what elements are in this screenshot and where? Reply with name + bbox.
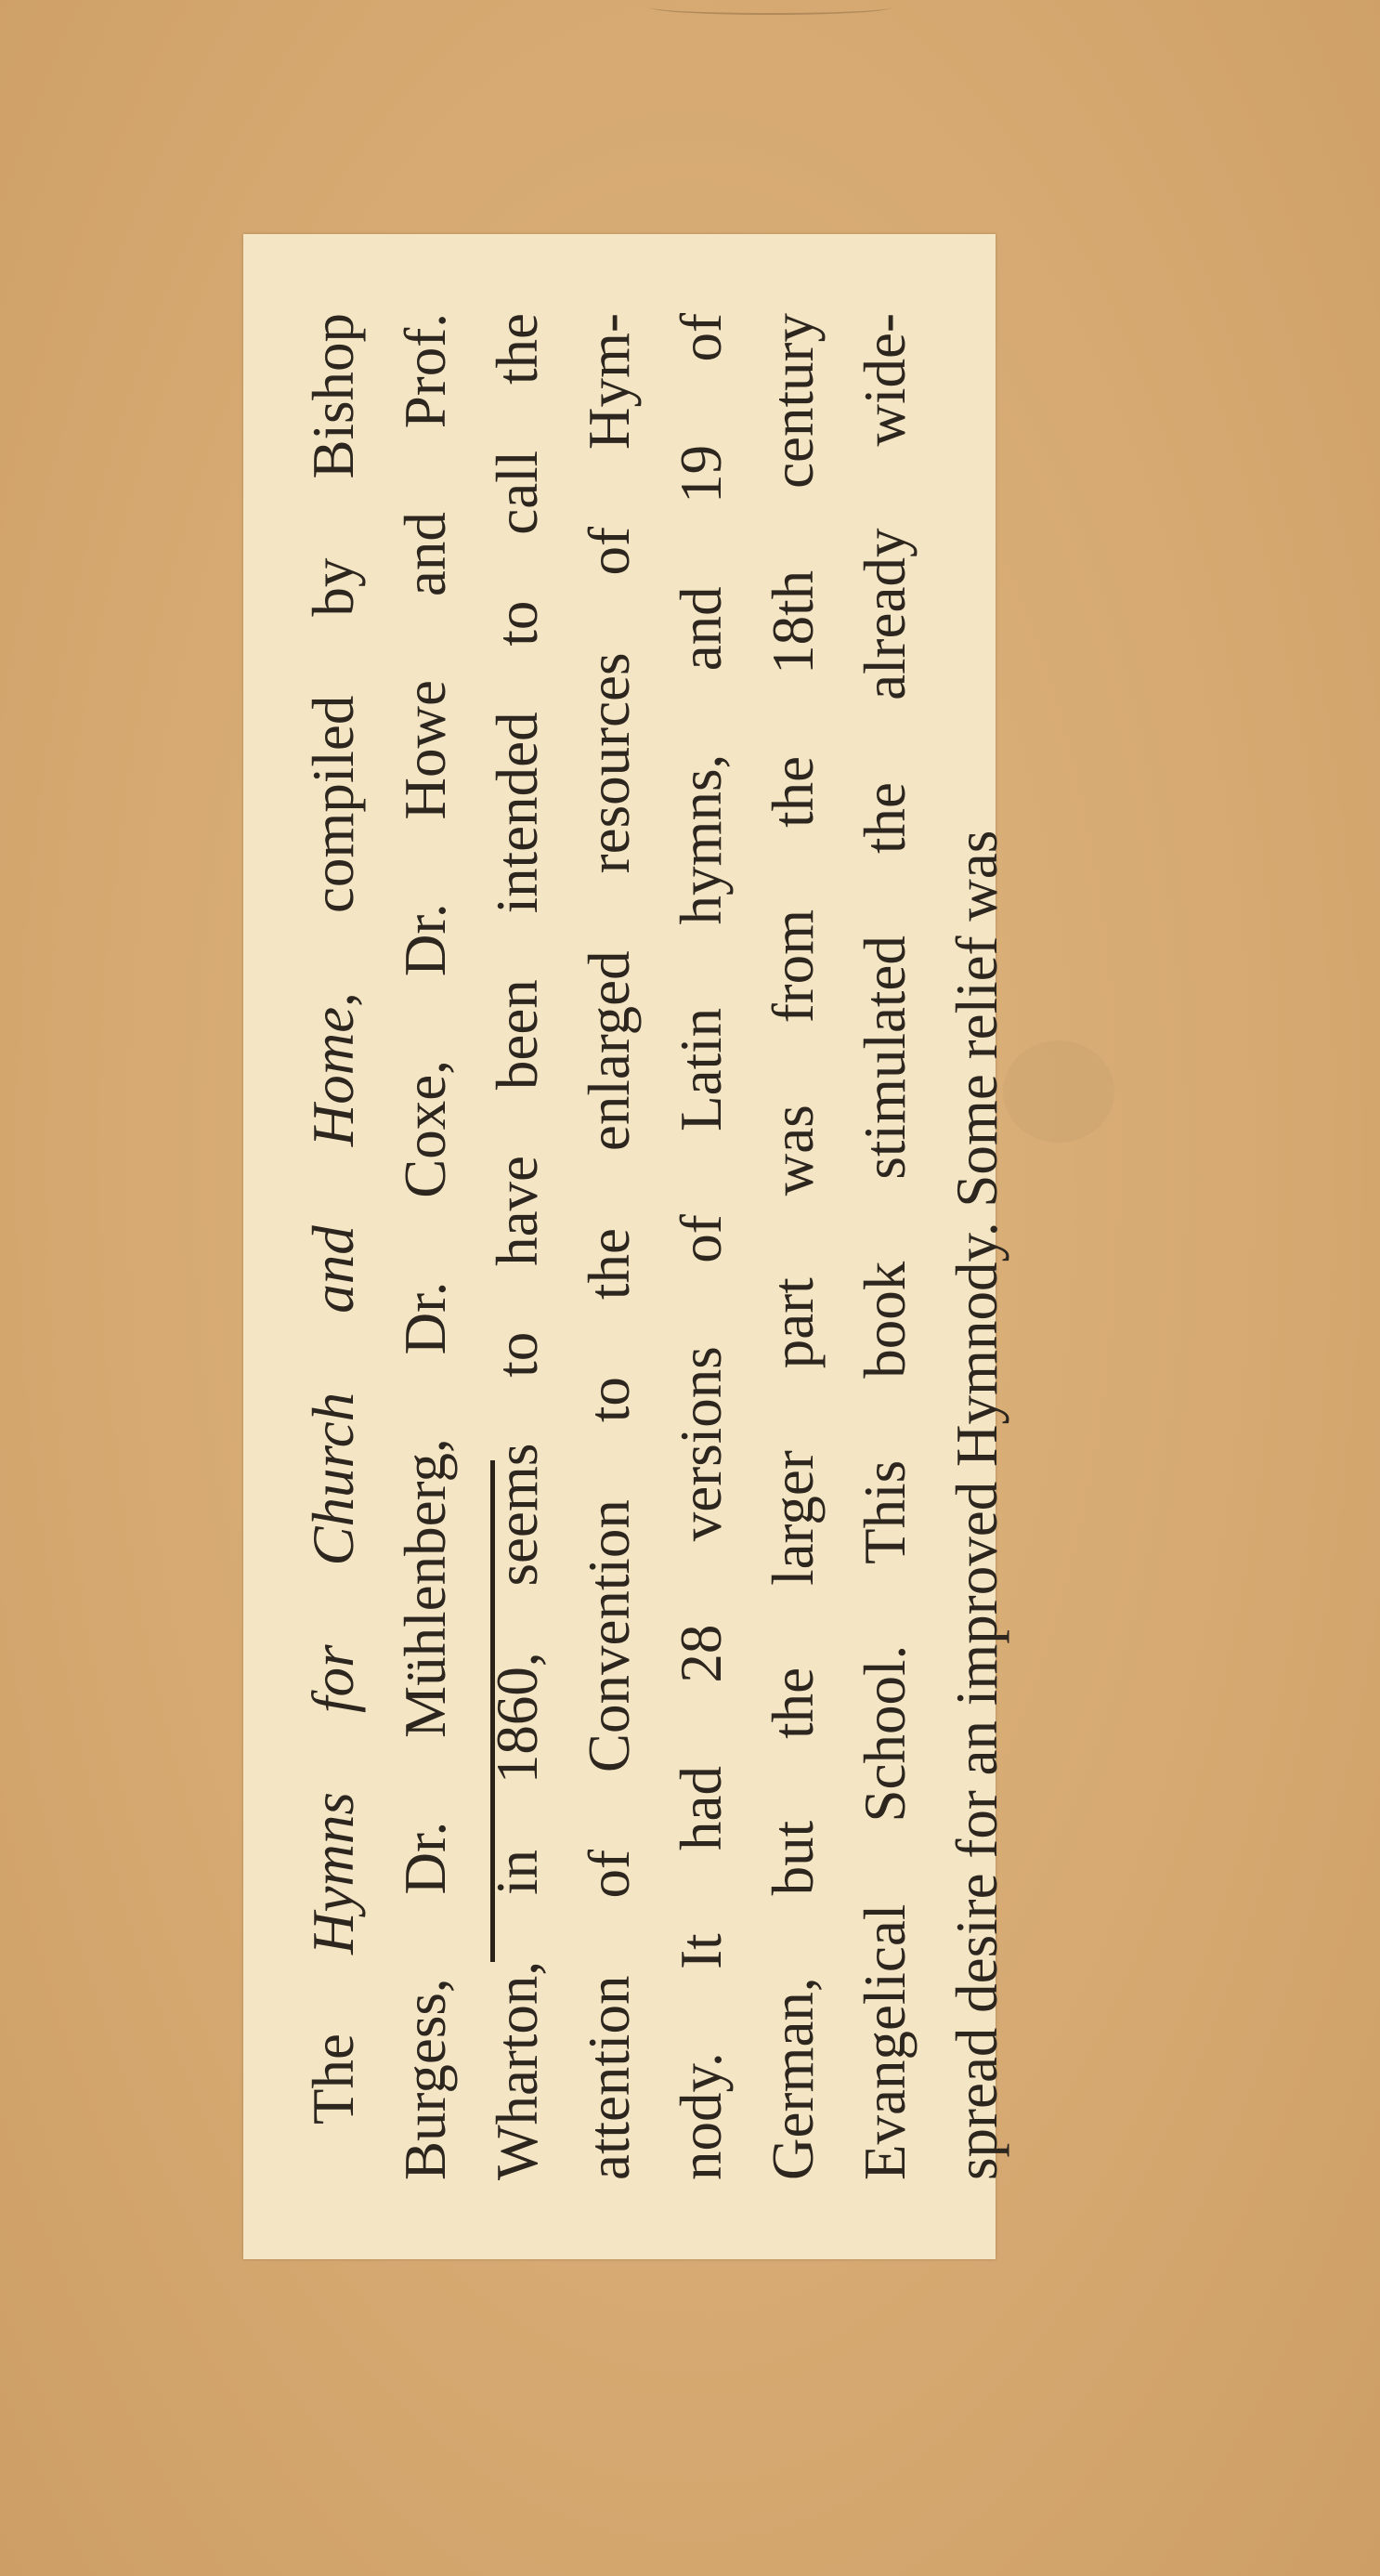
text-line <box>931 313 1023 2180</box>
text-segment: , compiled by Bishop <box>301 313 366 1007</box>
text-line <box>840 313 931 2180</box>
text-segment: The <box>301 1955 366 2125</box>
book-title: Hymns for Church and Home <box>301 1006 366 1955</box>
text-segment: spread desire for an improved Hymnody. Some relief was <box>944 830 1009 2180</box>
text-segment: nody. It had 28 versions of Latin hymns, and 19 of <box>669 313 734 2180</box>
text-line <box>748 313 840 2180</box>
text-segment: German, but the larger part was from the 18th century <box>761 313 826 2180</box>
paper-clipping <box>243 234 1009 2259</box>
text-line <box>472 313 564 2180</box>
text-segment: attention of Convention to the enlarged resources of Hym- <box>577 313 642 2180</box>
paragraph <box>288 313 1009 2180</box>
rotated-text-container <box>243 234 1009 2259</box>
text-line <box>380 313 472 2180</box>
text-line <box>564 313 656 2180</box>
text-line <box>288 313 380 2180</box>
text-segment: Evangelical School. This book stimulated the already wide- <box>853 313 918 2180</box>
text-segment: Wharton, in 1860, seems to have been intended to call the <box>485 313 550 2180</box>
board-scratch <box>650 0 892 15</box>
text-segment: Burgess, Dr. Mühlenberg, Dr. Coxe, Dr. Howe and Prof. <box>393 313 458 2180</box>
text-line <box>656 313 748 2180</box>
